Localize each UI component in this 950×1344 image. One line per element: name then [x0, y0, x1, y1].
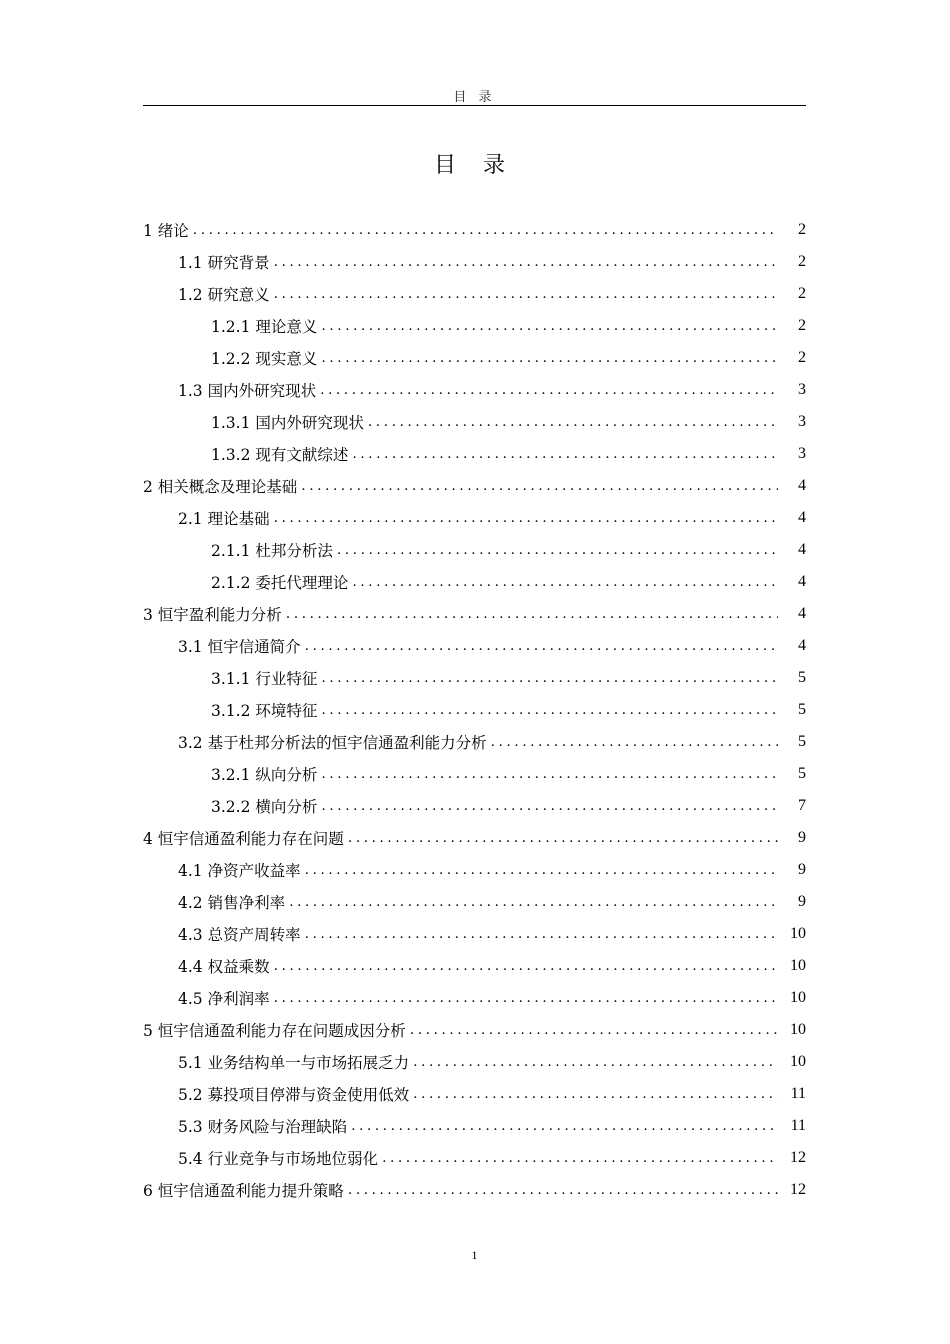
toc-entry[interactable]	[143, 246, 806, 278]
toc-entry-label: 4.5 净利润率	[178, 987, 274, 1009]
dot-leader	[274, 510, 778, 526]
toc-entry[interactable]	[143, 1142, 806, 1174]
toc-entry-label: 2.1.2 委托代理理论	[211, 571, 352, 593]
dot-leader	[337, 542, 778, 558]
toc-entry[interactable]	[143, 310, 806, 342]
toc-entry[interactable]	[143, 342, 806, 374]
dot-leader	[321, 670, 778, 686]
toc-entry-page: 11	[790, 1085, 806, 1102]
running-header: 目 录	[453, 90, 496, 105]
toc-entry-page: 9	[798, 829, 806, 846]
toc-entry[interactable]	[143, 950, 806, 982]
toc-entry-label: 3.1.2 环境特征	[211, 699, 321, 721]
toc-entry[interactable]	[143, 726, 806, 758]
toc-entry-label: 1.2 研究意义	[178, 283, 274, 305]
toc-entry-page: 5	[798, 733, 806, 750]
dot-leader	[305, 638, 778, 654]
header-rule	[143, 105, 806, 106]
toc-entry-page: 4	[798, 541, 806, 558]
toc-entry-page: 4	[798, 477, 806, 494]
dot-leader	[491, 734, 778, 750]
toc-entry[interactable]	[143, 278, 806, 310]
toc-entry-page: 9	[798, 893, 806, 910]
toc-entry-label: 4.4 权益乘数	[178, 955, 274, 977]
dot-leader	[410, 1022, 778, 1038]
toc-entry[interactable]	[143, 694, 806, 726]
toc-entry-page: 5	[798, 765, 806, 782]
toc-entry[interactable]	[143, 790, 806, 822]
toc-entry-label: 5 恒宇信通盈利能力存在问题成因分析	[143, 1019, 410, 1041]
toc-entry[interactable]	[143, 502, 806, 534]
toc-entry-page: 12	[790, 1181, 806, 1198]
toc-entry-label: 3.1 恒宇信通简介	[178, 635, 305, 657]
toc-entry[interactable]	[143, 1078, 806, 1110]
toc-entry[interactable]	[143, 918, 806, 950]
dot-leader	[368, 414, 778, 430]
dot-leader	[274, 958, 778, 974]
toc-entry-label: 5.4 行业竞争与市场地位弱化	[178, 1147, 382, 1169]
toc-entry-label: 2.1 理论基础	[178, 507, 274, 529]
dot-leader	[321, 702, 778, 718]
toc-entry-label: 3.2.2 横向分析	[211, 795, 321, 817]
dot-leader	[351, 1118, 778, 1134]
dot-leader	[321, 798, 778, 814]
toc-entry-page: 11	[790, 1117, 806, 1134]
toc-entry[interactable]	[143, 662, 806, 694]
toc-entry-label: 1.2.1 理论意义	[211, 315, 321, 337]
toc-entry-page: 2	[798, 253, 806, 270]
toc-entry-page: 3	[798, 381, 806, 398]
toc-entry-label: 4 恒宇信通盈利能力存在问题	[143, 827, 348, 849]
toc-entry-page: 2	[798, 317, 806, 334]
toc-entry-page: 3	[798, 413, 806, 430]
page-number: 1	[471, 1248, 478, 1262]
toc-entry-label: 2 相关概念及理论基础	[143, 475, 301, 497]
toc-entry[interactable]	[143, 822, 806, 854]
dot-leader	[289, 894, 778, 910]
toc-entry-page: 2	[798, 285, 806, 302]
toc-entry[interactable]	[143, 598, 806, 630]
toc-entry[interactable]	[143, 1046, 806, 1078]
toc-entry[interactable]	[143, 470, 806, 502]
dot-leader	[301, 478, 778, 494]
toc-entry-label: 4.1 净资产收益率	[178, 859, 305, 881]
toc-entry-page: 10	[790, 925, 806, 942]
toc-entry[interactable]	[143, 982, 806, 1014]
toc-entry-label: 1.3 国内外研究现状	[178, 379, 320, 401]
toc-entry-label: 1.3.1 国内外研究现状	[211, 411, 368, 433]
toc-entry-page: 4	[798, 509, 806, 526]
toc-entry[interactable]	[143, 566, 806, 598]
toc-entry[interactable]	[143, 630, 806, 662]
dot-leader	[321, 350, 778, 366]
toc-entry-label: 5.1 业务结构单一与市场拓展乏力	[178, 1051, 413, 1073]
toc-entry-label: 1 绪论	[143, 219, 193, 241]
toc-entry-page: 12	[790, 1149, 806, 1166]
dot-leader	[352, 574, 778, 590]
toc-entry[interactable]	[143, 854, 806, 886]
toc-entry-page: 5	[798, 701, 806, 718]
toc-entry[interactable]	[143, 1110, 806, 1142]
toc-entry[interactable]	[143, 1014, 806, 1046]
dot-leader	[305, 926, 778, 942]
toc-entry-page: 5	[798, 669, 806, 686]
toc-entry-label: 3.1.1 行业特征	[211, 667, 321, 689]
dot-leader	[274, 286, 778, 302]
dot-leader	[274, 990, 778, 1006]
toc-entry-label: 4.3 总资产周转率	[178, 923, 305, 945]
dot-leader	[305, 862, 778, 878]
toc-entry-page: 10	[790, 1021, 806, 1038]
toc-entry[interactable]	[143, 534, 806, 566]
toc-entry-page: 10	[790, 1053, 806, 1070]
toc-entry-page: 7	[798, 797, 806, 814]
toc-entry-page: 9	[798, 861, 806, 878]
table-of-contents	[143, 214, 806, 1206]
toc-entry[interactable]	[143, 374, 806, 406]
toc-entry-label: 4.2 销售净利率	[178, 891, 289, 913]
toc-entry-label: 3.2 基于杜邦分析法的恒宇信通盈利能力分析	[178, 731, 491, 753]
toc-entry-label: 1.1 研究背景	[178, 251, 274, 273]
toc-entry-page: 10	[790, 989, 806, 1006]
toc-entry[interactable]	[143, 214, 806, 246]
dot-leader	[193, 222, 778, 238]
toc-entry-label: 1.2.2 现实意义	[211, 347, 321, 369]
toc-entry-page: 4	[798, 605, 806, 622]
dot-leader	[321, 766, 778, 782]
dot-leader	[286, 606, 778, 622]
toc-entry-page: 2	[798, 349, 806, 366]
toc-entry-label: 2.1.1 杜邦分析法	[211, 539, 337, 561]
toc-entry-page: 2	[798, 221, 806, 238]
toc-entry-page: 3	[798, 445, 806, 462]
dot-leader	[274, 254, 778, 270]
dot-leader	[348, 1182, 778, 1198]
dot-leader	[321, 318, 778, 334]
toc-entry[interactable]	[143, 1174, 806, 1206]
toc-entry[interactable]	[143, 438, 806, 470]
dot-leader	[320, 382, 778, 398]
toc-entry-label: 6 恒宇信通盈利能力提升策略	[143, 1179, 348, 1201]
toc-entry-label: 1.3.2 现有文献综述	[211, 443, 352, 465]
dot-leader	[348, 830, 778, 846]
toc-entry-page: 4	[798, 637, 806, 654]
toc-entry-page: 4	[798, 573, 806, 590]
dot-leader	[413, 1054, 778, 1070]
toc-entry-label: 3.2.1 纵向分析	[211, 763, 321, 785]
page-title: 目 录	[434, 153, 515, 178]
toc-entry-label: 3 恒宇盈利能力分析	[143, 603, 286, 625]
toc-entry[interactable]	[143, 406, 806, 438]
dot-leader	[382, 1150, 778, 1166]
toc-entry-page: 10	[790, 957, 806, 974]
toc-entry-label: 5.3 财务风险与治理缺陷	[178, 1115, 351, 1137]
toc-entry-label: 5.2 募投项目停滞与资金使用低效	[178, 1083, 413, 1105]
toc-entry[interactable]	[143, 886, 806, 918]
dot-leader	[413, 1086, 778, 1102]
dot-leader	[352, 446, 778, 462]
toc-entry[interactable]	[143, 758, 806, 790]
